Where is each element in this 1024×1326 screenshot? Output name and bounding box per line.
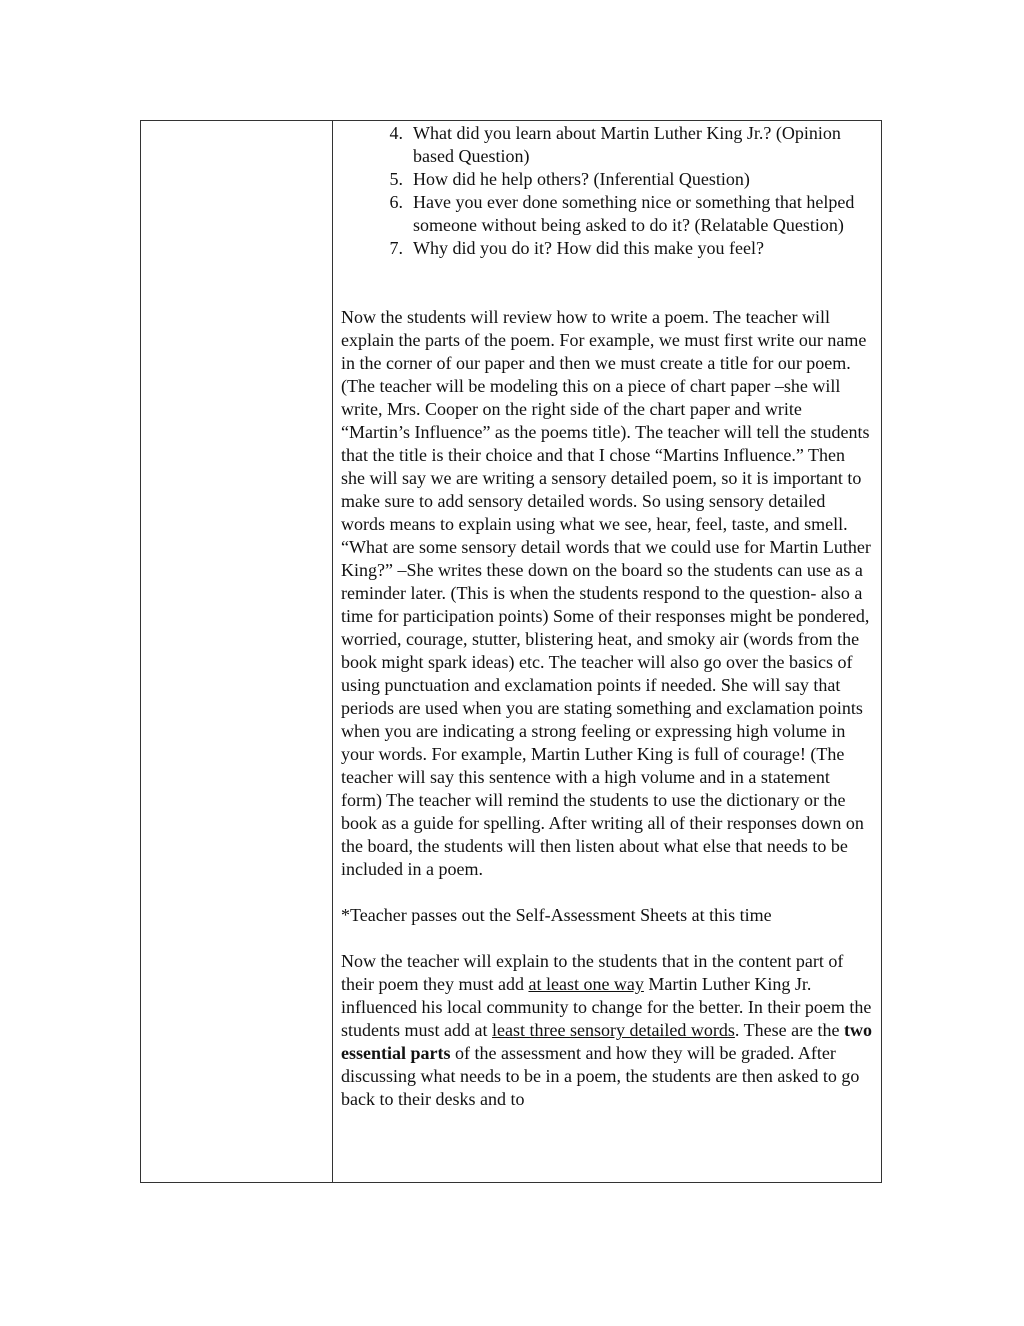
right-column-cell bbox=[333, 121, 881, 1182]
bold-text: two essential parts bbox=[341, 1020, 873, 1063]
list-item bbox=[341, 191, 873, 237]
question-text: What did you learn about Martin Luther King Jr.? (Opinion based Question) bbox=[413, 123, 841, 166]
list-number: 4. bbox=[389, 123, 403, 143]
left-column-cell bbox=[141, 121, 333, 1182]
question-text: Have you ever done something nice or something that helped someone without being asked to do it? (Relatable Question) bbox=[413, 192, 855, 235]
underlined-text: at least one way bbox=[528, 974, 644, 994]
list-item bbox=[341, 122, 873, 168]
list-number: 5. bbox=[389, 169, 403, 189]
paragraph-text: of the assessment and how they will be graded. After discussing what needs to be in a poem, the students are then asked to go back to their desks and to bbox=[341, 1043, 860, 1109]
paragraph-text: Martin Luther King Jr. influenced his local community to change for the better. In their poem the students must add at bbox=[341, 974, 872, 1040]
list-item bbox=[341, 168, 873, 191]
paragraph-text: Now the teacher will explain to the students that in the content part of their poem they must add bbox=[341, 951, 844, 994]
spacer bbox=[341, 881, 873, 904]
question-text: Why did you do it? How did this make you feel? bbox=[413, 238, 764, 258]
paragraph-text: . These are the bbox=[734, 1020, 845, 1040]
poem-review-paragraph: Now the students will review how to write a poem. The teacher will explain the parts of the poem. For example, we must first write our name in the corner of our paper and then we must create a title for our poem. (The teacher will be modeling this on a piece of chart paper –she will write, Mrs. Cooper on the right side of the chart paper and write “Martin’s Influence” as the poems title). The teacher will tell the students that the title is their choice and that I chose “Martins Influence.” Then she will say we are writing a sensory detailed poem, so it is important to make sure to add sensory detailed words. So using sensory detailed words means to explain using what we see, hear, feel, taste, and smell. “What are some sensory detail words that we could use for Martin Luther King?” –She writes these down on the board so the students can use as a reminder later. (This is when the students respond to the question- also a time for participation points) Some of their responses might be pondered, worried, courage, stutter, blistering heat, and smoky air (words from the book might spark ideas) etc. The teacher will also go over the basics of using punctuation and exclamation points if needed. She will say that periods are used when you are stating something and exclamation points when you are indicating a strong feeling or expressing high volume in your words. For example, Martin Luther King is full of courage! (The teacher will say this sentence with a high volume and in a statement form) The teacher will remind the students to use the dictionary or the book as a guide for spelling. After writing all of their responses down on the board, the students will then listen about what else that needs to be included in a poem. bbox=[341, 307, 871, 879]
underlined-text: least three sensory detailed words bbox=[492, 1020, 735, 1040]
spacer bbox=[341, 927, 873, 950]
self-assessment-note: *Teacher passes out the Self-Assessment Sheets at this time bbox=[341, 905, 772, 925]
question-text: How did he help others? (Inferential Question) bbox=[413, 169, 750, 189]
lesson-table bbox=[140, 120, 882, 1183]
question-list bbox=[341, 122, 873, 260]
list-number: 6. bbox=[389, 192, 403, 212]
spacer bbox=[341, 260, 873, 306]
list-item bbox=[341, 237, 873, 260]
list-number: 7. bbox=[389, 238, 403, 258]
content-requirements-paragraph bbox=[341, 950, 873, 1111]
